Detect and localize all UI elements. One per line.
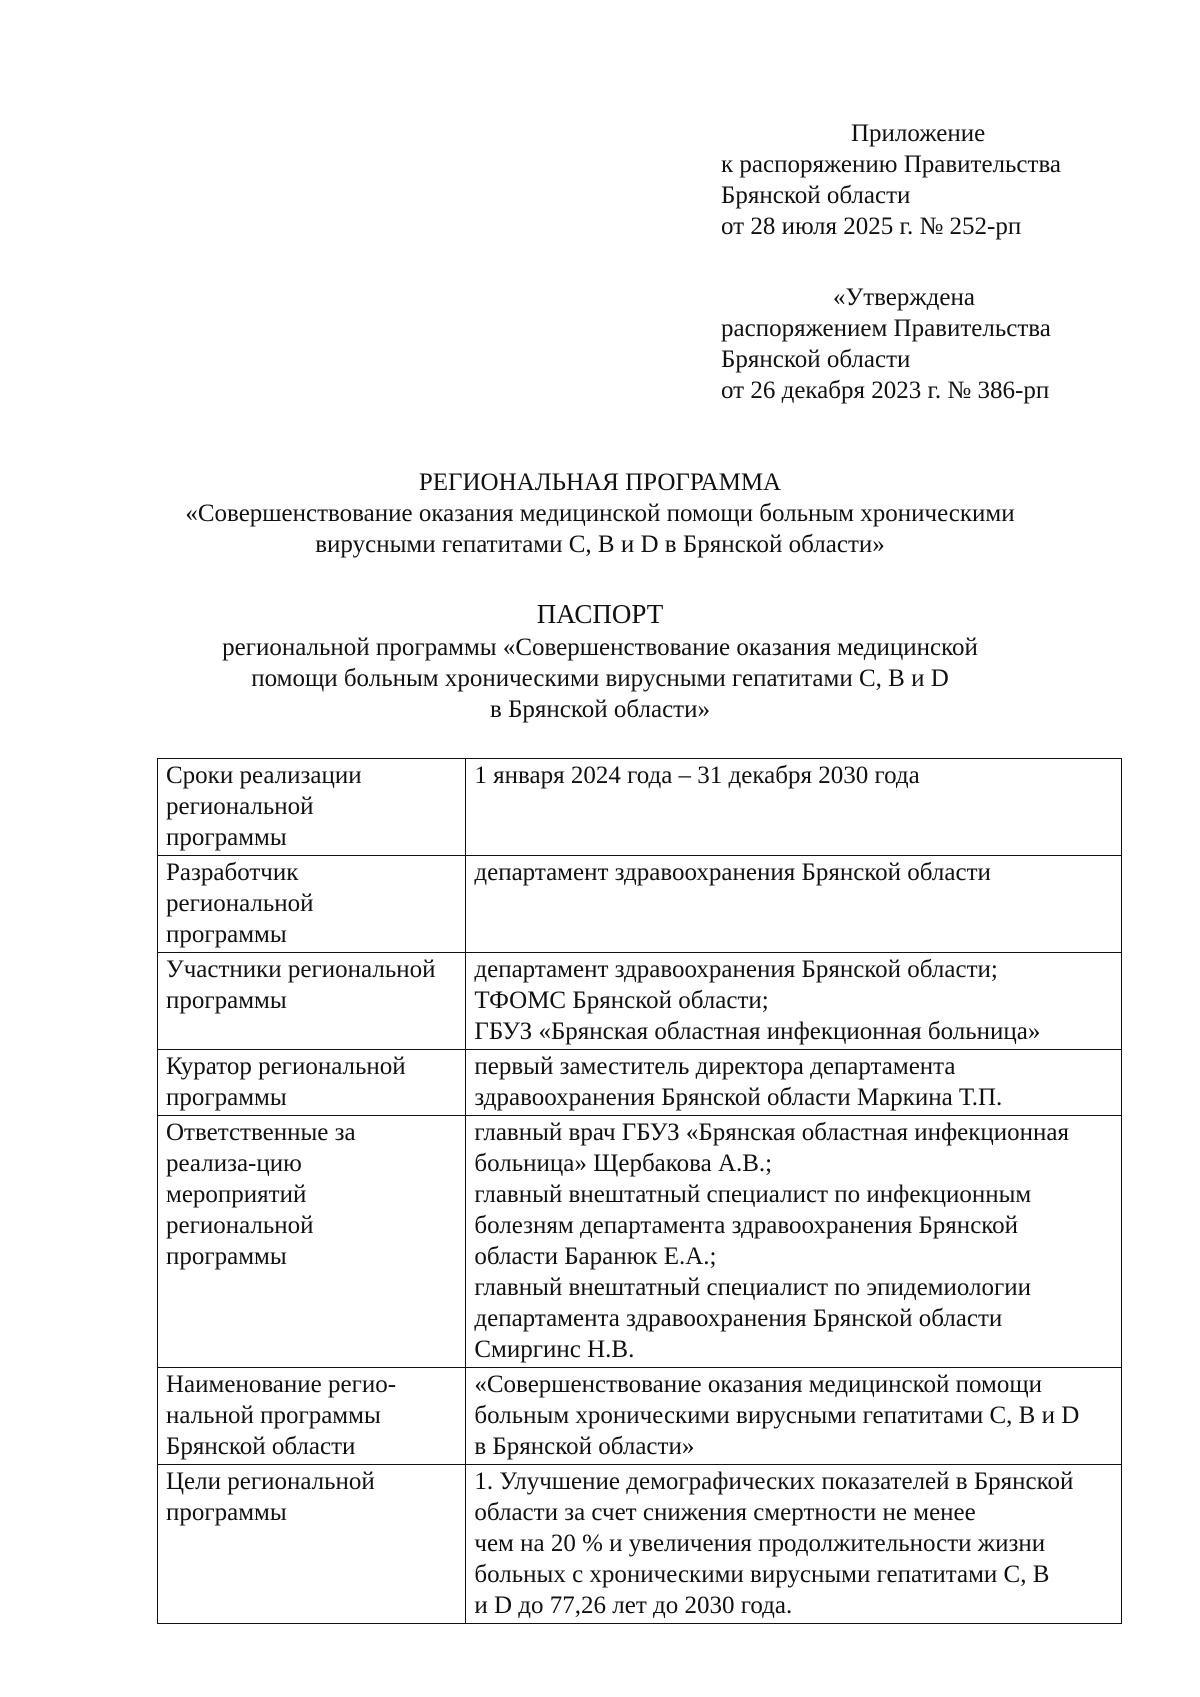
table-row xyxy=(158,1050,1122,1116)
appendix-block xyxy=(721,118,1061,242)
program-heading xyxy=(0,467,1200,560)
approval-line: Брянской области xyxy=(721,346,911,373)
passport-subtitle-line: региональной программы «Совершенствование оказания медицинской xyxy=(222,634,978,661)
row-value-cell xyxy=(466,856,1122,953)
row-label-cell xyxy=(158,1116,466,1368)
label-line: программы xyxy=(166,987,287,1014)
value-line: области за счет снижения смертности не менее xyxy=(474,1499,976,1526)
program-name-line: «Совершенствование оказания медицинской помощи больным хроническими xyxy=(185,500,1015,527)
passport-title: ПАСПОРТ xyxy=(536,599,664,629)
approval-date-number: от 26 декабря 2023 г. № 386-рп xyxy=(721,377,1050,404)
passport-subtitle-line: в Брянской области» xyxy=(490,696,710,723)
label-line: региональной xyxy=(166,1212,314,1239)
value-line: ГБУЗ «Брянская областная инфекционная больница» xyxy=(474,1018,1041,1045)
table-row xyxy=(158,759,1122,856)
label-line: нальной программы xyxy=(166,1402,381,1429)
row-value-cell xyxy=(466,759,1122,856)
label-line: Куратор региональной xyxy=(166,1053,406,1080)
label-line: Разработчик xyxy=(166,859,299,886)
approval-line: распоряжением Правительства xyxy=(721,315,1051,342)
value-line: главный врач ГБУЗ «Брянская областная инфекционная xyxy=(474,1119,1070,1146)
value-line: и D до 77,26 лет до 2030 года. xyxy=(474,1592,793,1619)
passport-subtitle-line: помощи больным хроническими вирусными гепатитами С, В и D xyxy=(251,665,949,692)
table-row xyxy=(158,1465,1122,1624)
row-value-cell xyxy=(466,1050,1122,1116)
label-line: Наименование регио- xyxy=(166,1371,397,1398)
row-label-cell xyxy=(158,953,466,1050)
table-row xyxy=(158,856,1122,953)
row-label-cell xyxy=(158,1050,466,1116)
passport-heading xyxy=(0,597,1200,725)
appendix-title: Приложение xyxy=(851,120,986,147)
value-line: больница» Щербакова А.В.; xyxy=(474,1150,773,1177)
label-line: реализа-цию xyxy=(166,1150,302,1177)
row-label-cell xyxy=(158,759,466,856)
row-label-cell xyxy=(158,1465,466,1624)
appendix-line: к распоряжению Правительства xyxy=(721,151,1062,178)
program-name-line: вирусными гепатитами С, В и D в Брянской области» xyxy=(315,531,885,558)
value-line: первый заместитель директора департамента xyxy=(474,1053,956,1080)
approval-title: «Утверждена xyxy=(833,284,975,311)
value-line: области Баранюк Е.А.; xyxy=(474,1243,717,1270)
value-line: больных с хроническими вирусными гепатитами С, В xyxy=(474,1561,1050,1588)
label-line: Участники региональной xyxy=(166,956,436,983)
label-line: Брянской области xyxy=(166,1433,356,1460)
value-line: 1 января 2024 года – 31 декабря 2030 года xyxy=(474,762,920,789)
table-row xyxy=(158,1368,1122,1465)
label-line: Сроки реализации xyxy=(166,762,362,789)
value-line: департамент здравоохранения Брянской области; xyxy=(474,956,998,983)
value-line: болезням департамента здравоохранения Брянской xyxy=(474,1212,1019,1239)
row-label-cell xyxy=(158,1368,466,1465)
value-line: в Брянской области» xyxy=(474,1433,695,1460)
value-line: департамента здравоохранения Брянской области xyxy=(474,1305,1003,1332)
label-line: программы xyxy=(166,824,287,851)
label-line: программы xyxy=(166,1499,287,1526)
row-value-cell xyxy=(466,1368,1122,1465)
passport-table xyxy=(157,758,1122,1624)
row-value-cell xyxy=(466,1116,1122,1368)
value-line: главный внештатный специалист по инфекционным xyxy=(474,1181,1032,1208)
label-line: программы xyxy=(166,1084,287,1111)
label-line: региональной xyxy=(166,890,314,917)
value-line: ТФОМС Брянской области; xyxy=(474,987,769,1014)
row-label-cell xyxy=(158,856,466,953)
label-line: программы xyxy=(166,921,287,948)
appendix-date-number: от 28 июля 2025 г. № 252-рп xyxy=(721,213,1022,240)
value-line: 1. Улучшение демографических показателей в Брянской xyxy=(474,1468,1074,1495)
row-value-cell xyxy=(466,1465,1122,1624)
table-row xyxy=(158,1116,1122,1368)
approval-block xyxy=(721,282,1051,406)
value-line: «Совершенствование оказания медицинской помощи xyxy=(474,1371,1042,1398)
value-line: департамент здравоохранения Брянской области xyxy=(474,859,991,886)
label-line: региональной xyxy=(166,793,314,820)
program-title: РЕГИОНАЛЬНАЯ ПРОГРАММА xyxy=(418,469,782,496)
appendix-line: Брянской области xyxy=(721,182,911,209)
value-line: Смиргинс Н.В. xyxy=(474,1336,635,1363)
value-line: больным хроническими вирусными гепатитами С, В и D xyxy=(474,1402,1080,1429)
label-line: Цели региональной xyxy=(166,1468,375,1495)
value-line: чем на 20 % и увеличения продолжительности жизни xyxy=(474,1530,1046,1557)
value-line: главный внештатный специалист по эпидемиологии xyxy=(474,1274,1032,1301)
label-line: мероприятий xyxy=(166,1181,307,1208)
table-row xyxy=(158,953,1122,1050)
label-line: программы xyxy=(166,1243,287,1270)
value-line: здравоохранения Брянской области Маркина Т.П. xyxy=(474,1084,1003,1111)
label-line: Ответственные за xyxy=(166,1119,356,1146)
row-value-cell xyxy=(466,953,1122,1050)
